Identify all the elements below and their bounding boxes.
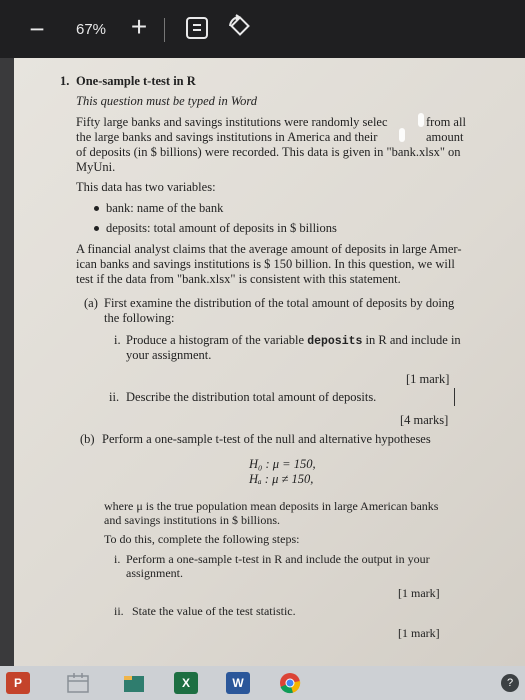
zoom-out-button[interactable]: − (29, 13, 45, 44)
part-b-i-label: i. (114, 552, 121, 566)
document-page (14, 58, 525, 666)
page-view-icon[interactable] (186, 17, 208, 39)
part-a-text1: First examine the distribution of the total amount of deposits by doing (104, 296, 455, 310)
part-b-where2: and savings institutions in $ billions. (104, 513, 281, 527)
instruction: This question must be typed in Word (76, 94, 258, 108)
glare (399, 128, 405, 142)
var-deposits: deposits: total amount of deposits in $ billions (106, 221, 337, 235)
part-a-i-pre: Produce a histogram of the variable (126, 333, 305, 347)
part-a-ii-text: Describe the distribution total amount of deposits. (126, 390, 377, 404)
toolbar-divider (164, 18, 165, 42)
zoom-level: 67% (75, 20, 107, 38)
chrome-icon[interactable] (278, 672, 302, 694)
part-a-i-text2: your assignment. (126, 348, 212, 362)
part-a-ii-marks: [4 marks] (400, 413, 449, 427)
part-b-where1: where μ is the true population mean deposits in large American banks (104, 499, 439, 513)
help-icon[interactable]: ? (501, 674, 519, 692)
para1-line3: of deposits (in $ billions) were recorded. This data is given in "bank.xlsx" on (76, 145, 461, 159)
para1-line1b: from all (426, 115, 466, 129)
folder-icon[interactable] (122, 672, 146, 694)
var-bank: bank: name of the bank (106, 201, 224, 215)
part-a-i-code: deposits (307, 335, 363, 348)
excel-icon[interactable]: X (174, 672, 198, 694)
claim-line1: A financial analyst claims that the average amount of deposits in large Amer- (76, 242, 462, 256)
part-a-i-post: in R and include in (365, 333, 461, 347)
zoom-in-button[interactable]: + (130, 11, 148, 42)
para1-line2b: amount (426, 130, 464, 144)
part-b-steps: To do this, complete the following steps: (104, 532, 300, 546)
viewer-toolbar (0, 0, 525, 58)
app-dock (0, 666, 525, 700)
para1-line4: MyUni. (76, 160, 116, 174)
para1-line1a: Fifty large banks and savings institutions were randomly selec (76, 115, 388, 129)
part-b-i-marks: [1 mark] (398, 586, 440, 600)
rotate-icon[interactable] (226, 14, 254, 42)
part-a-text2: the following: (104, 311, 175, 325)
part-b-i-text2: assignment. (126, 566, 183, 580)
bullet (94, 206, 99, 211)
part-a-i-label: i. (114, 333, 121, 347)
part-a-i-marks: [1 mark] (406, 372, 450, 386)
part-b-ii-text: State the value of the test statistic. (132, 604, 296, 618)
part-a-i-text (126, 333, 461, 349)
glare (418, 113, 424, 127)
part-b-text: Perform a one-sample t-test of the null and alternative hypotheses (102, 432, 431, 446)
powerpoint-icon[interactable]: P (6, 672, 30, 694)
claim-line3: test if the data from "bank.xlsx" is consistent with this statement. (76, 272, 401, 286)
part-b-label: (b) (80, 432, 95, 446)
hypothesis-alt: Hₐ : μ ≠ 150, (249, 472, 314, 486)
part-b-i-text1: Perform a one-sample t-test in R and include the output in your (126, 552, 430, 566)
para1-line2a: the large banks and savings institutions in America and their (76, 130, 378, 144)
text-cursor (454, 388, 455, 406)
part-b-ii-marks: [1 mark] (398, 626, 440, 640)
bullet (94, 226, 99, 231)
calendar-icon[interactable] (66, 672, 90, 694)
question-number: 1. (60, 74, 70, 88)
part-a-ii-label: ii. (109, 390, 120, 404)
part-b-ii-label: ii. (114, 604, 124, 618)
question-title: One-sample t-test in R (76, 74, 196, 88)
hypothesis-null: H₀ : μ = 150, (249, 457, 316, 471)
vars-intro: This data has two variables: (76, 180, 216, 194)
part-a-label: (a) (84, 296, 98, 310)
claim-line2: ican banks and savings institutions is $ 150 billion. In this question, we will (76, 257, 455, 271)
word-icon[interactable]: W (226, 672, 250, 694)
